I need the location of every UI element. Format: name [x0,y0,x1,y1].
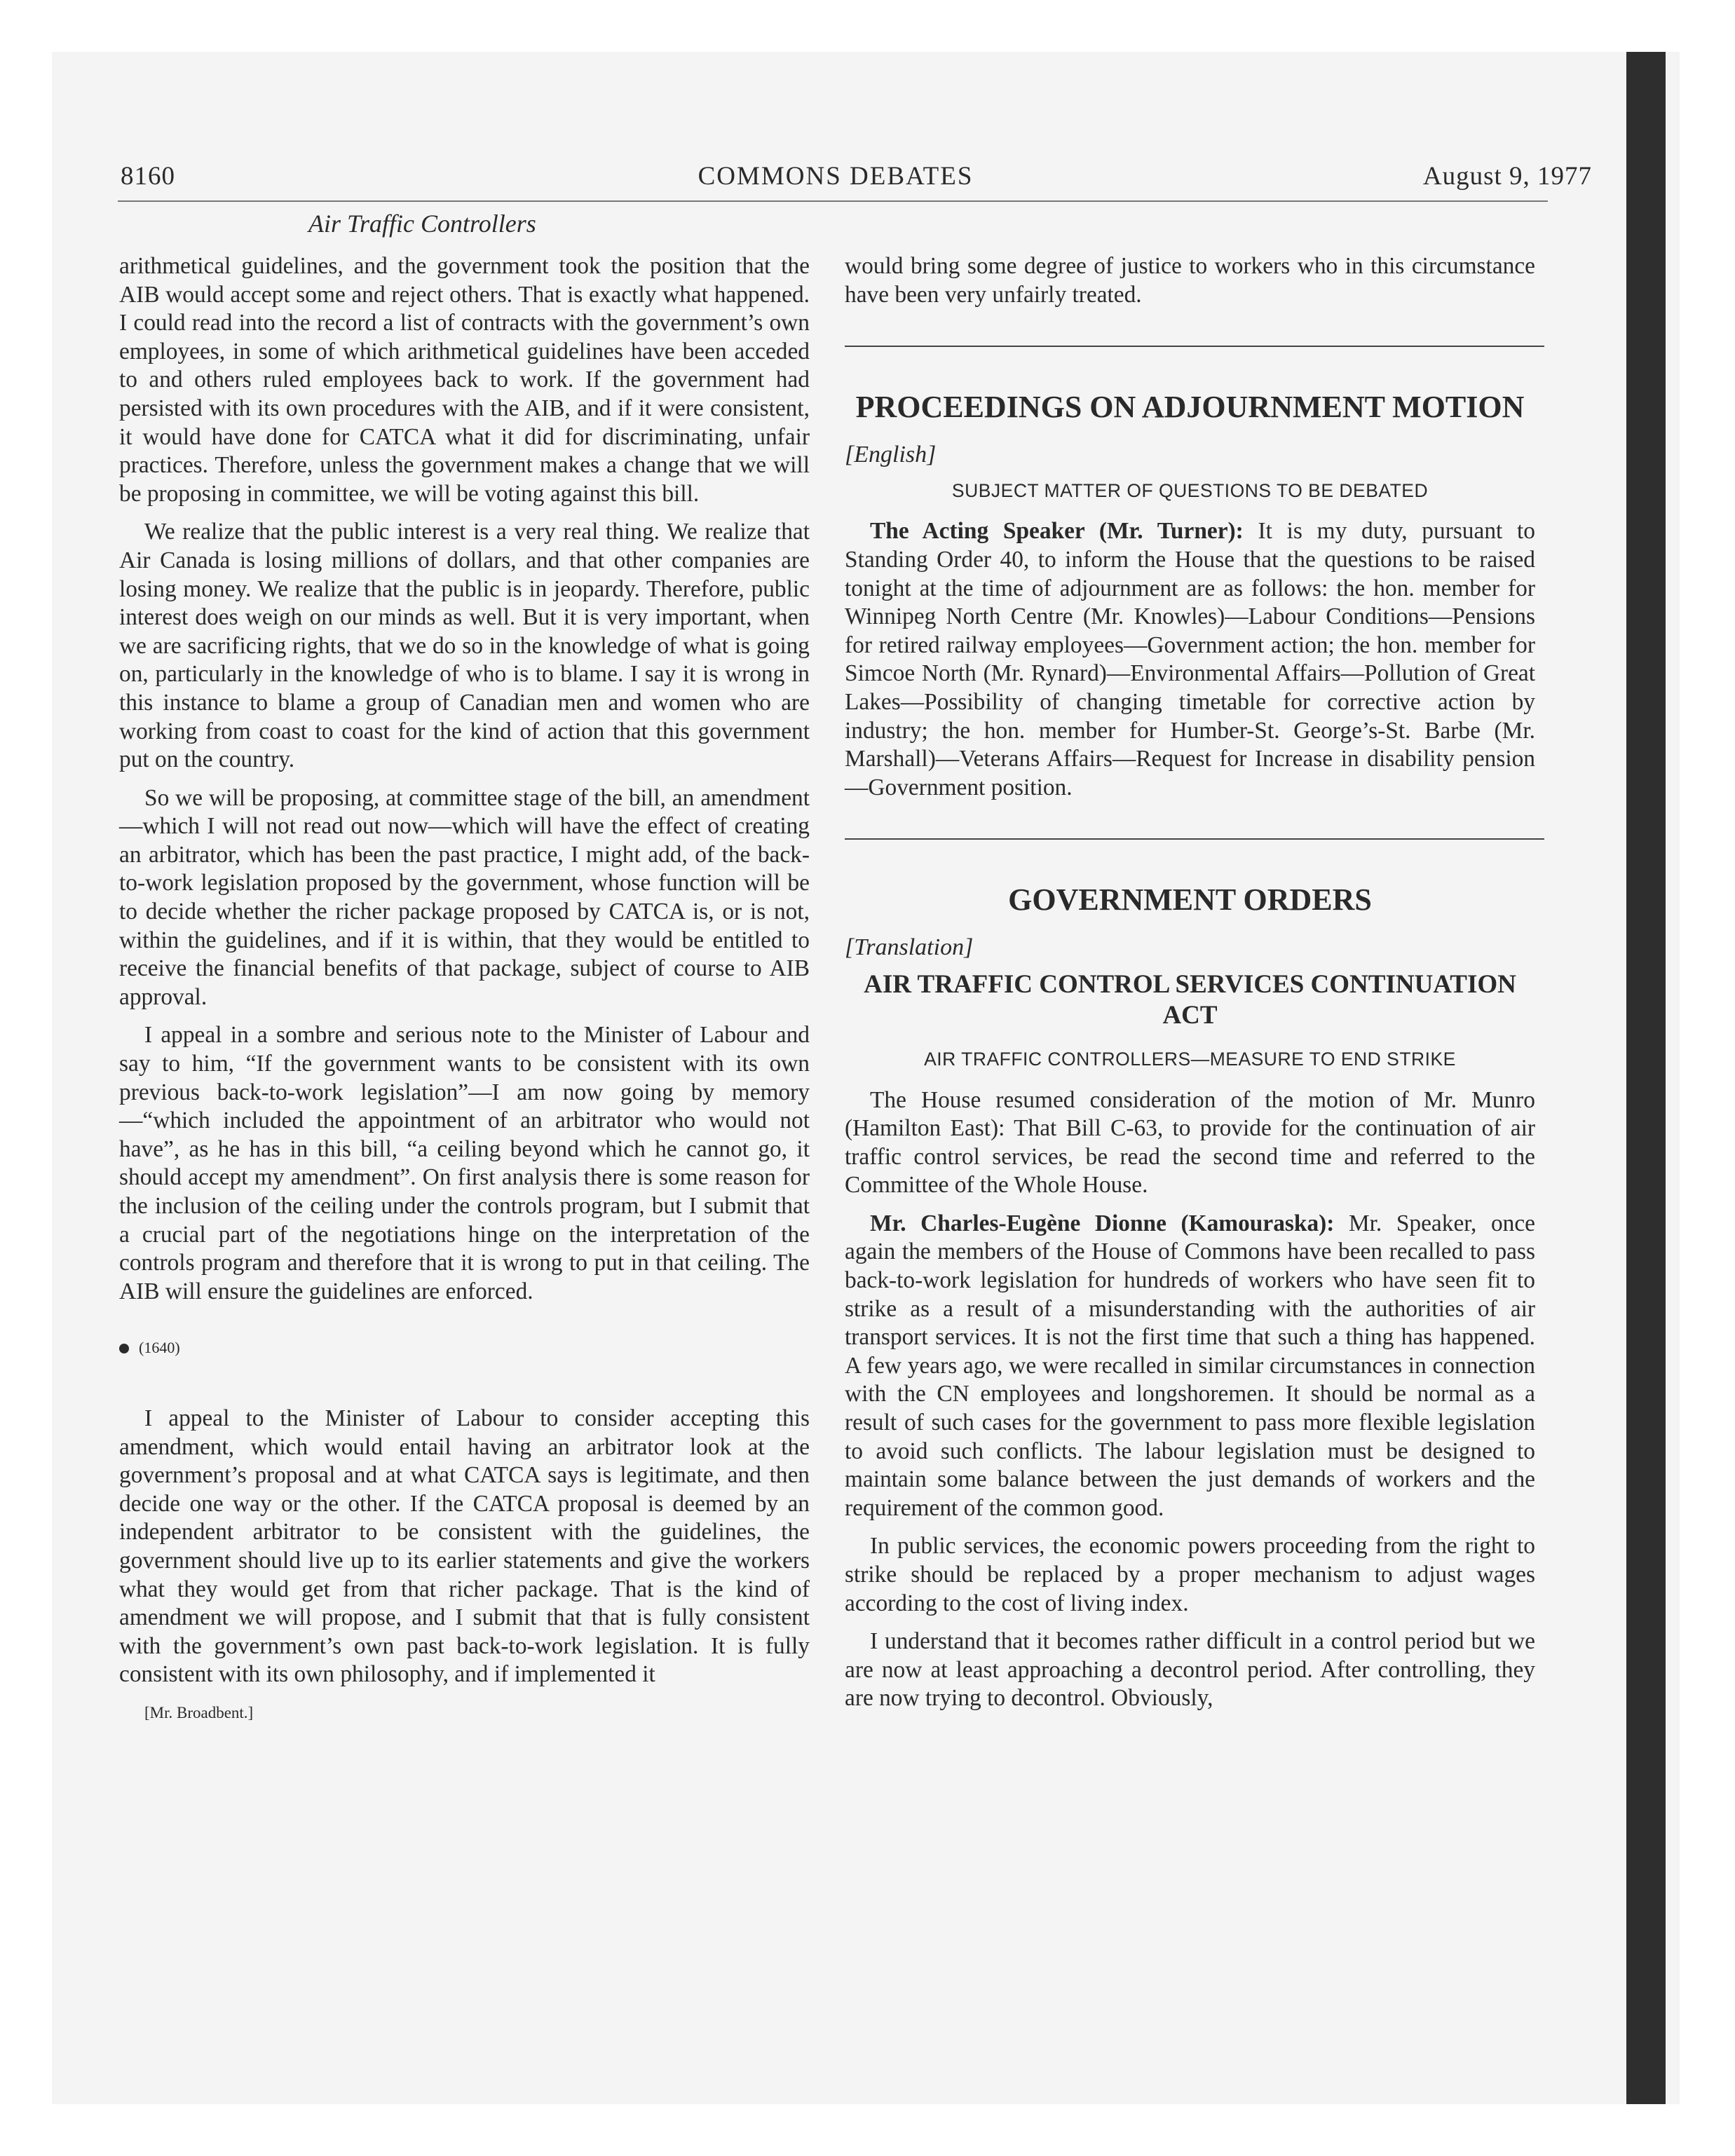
paragraph: We realize that the public interest is a very real thing. We realize that Air Canada is losing millions of dollars, and that other companies are losing money. We realize that the public is in jeopardy. Therefore, public interest does weigh on our minds as well. But it is very important, when we are sacrificing rights, that we do so in the knowledge of what is going on, particularly in the knowledge of who is to blame. I say it is wrong in this instance to blame a group of Canadian men and women who are working from coast to coast for the kind of action that this government put on the country. [119,519,810,773]
speaker-paragraph [845,1210,1535,1523]
paragraph: I appeal in a sombre and serious note to the Minister of Labour and say to him, “If the government wants to be consistent with its own previous back-to-work legislation”—I am now going by memory—“which included the appointment of an arbitrator who would not have”, as he has in this bill, “a ceiling beyond which he cannot go, it should accept my amendment”. On first analysis there is some reason for the inclusion of the ceiling under the controls program, but I submit that a crucial part of the negotiations hinge on the interpretation of the controls program and therefore that it is wrong to put in that ceiling. The AIB will ensure the guidelines are enforced. [119,1022,810,1304]
speaker-text: Mr. Speaker, once again the members of the House of Commons have been recalled to pass back-to-work legislation for hundreds of workers who have seen fit to strike as a result of a misunderstanding with the authorities of air transport services. It is not the first time that such a thing has happened. A few years ago, we were recalled in similar circumstances in connection with the CN employees and longshoremen. It should be normal as a result of such cases for the government to pass more flexible legislation to avoid such conflicts. The labour legislation must be designed to maintain some balance between the just demands of workers and the requirement of the common good. [845,1210,1535,1521]
paragraph: would bring some degree of justice to workers who in this circumstance have been very unfairly treated. [845,253,1535,308]
language-tag: [English] [845,442,937,468]
section-divider [845,838,1544,840]
section-title-adjournment: PROCEEDINGS ON ADJOURNMENT MOTION [855,390,1525,425]
subject-heading: SUBJECT MATTER OF QUESTIONS TO BE DEBATED [951,479,1429,501]
paragraph: In public services, the economic powers proceeding from the right to strike should be replaced by a proper mechanism to adjust wages according to the cost of living index. [845,1533,1535,1616]
bill-title: AIR TRAFFIC CONTROL SERVICES CONTINUATION ACT [864,969,1516,1030]
left-column [119,252,810,1738]
speaker-attribution: [Mr. Broadbent.] [144,1703,254,1721]
right-column [845,252,1535,1723]
section-divider [845,346,1544,347]
time-marker-label: (1640) [139,1339,180,1357]
speaker-paragraph [845,517,1535,802]
scan-edge-shadow [1626,52,1666,2104]
language-tag: [Translation] [845,934,974,961]
time-marker [119,1334,810,1363]
paragraph: I appeal to the Minister of Labour to consider accepting this amendment, which would entail having an arbitrator look at the government’s proposal and at what CATCA says is legitimate, and then decide one way or the other. If the CATCA proposal is deemed by an independent arbitrator to be consistent with the guidelines, the government should live up to its earlier statements and give the workers what they would get from that richer package. That is the kind of amendment we will propose, and I submit that that is fully consistent with the government’s own past back-to-work legislation. It is fully consistent with its own philosophy, and if implemented it [119,1405,810,1688]
subject-heading: AIR TRAFFIC CONTROLLERS—MEASURE TO END STRIKE [924,1048,1456,1070]
paragraph: So we will be proposing, at committee stage of the bill, an amendment—which I will not read out now—which will have the effect of creating an arbitrator, which has been the past practice, I might add, of the back-to-work legislation proposed by the government, whose function will be to decide whether the richer package proposed by CATCA is, or is not, within the guidelines, and if it is within, that they would be entitled to receive the financial benefits of that package, subject of course to AIB approval. [119,784,810,1010]
section-title-government-orders: GOVERNMENT ORDERS [1008,882,1372,917]
running-title: Air Traffic Controllers [308,210,536,238]
header-rule [118,200,1548,202]
paragraph: arithmetical guidelines, and the government took the position that the AIB would accept some and reject others. That is exactly what happened. I could read into the record a list of contracts with the government’s own employees, in some of which arithmetical guidelines have been acceded to and others ruled employees back to work. If the government had persisted with its own procedures with the AIB, and if it were consistent, it would have done for CATCA what it did for discriminating, unfair practices. Therefore, unless the government makes a change that we will be proposing in committee, we will be voting against this bill. [119,253,810,507]
publication-title: COMMONS DEBATES [698,162,974,191]
speaker-name: The Acting Speaker (Mr. Turner): [870,518,1244,545]
speaker-text: It is my duty, pursuant to Standing Order 40, to inform the House that the questions to be raised tonight at the time of adjournment are as follows: the hon. member for Winnipeg North Centre (Mr. Knowles)—Labour Conditions—Pensions for retired railway employees—Government action; the hon. member for Simcoe North (Mr. Rynard)—Environmental Affairs—Pollution of Great Lakes—Possibility of changing timetable for corrective action by industry; the hon. member for Humber-St. George’s-St. Barbe (Mr. Marshall)—Veterans Affairs—Request for Increase in disability pension—Government position. [845,518,1535,800]
speaker-name: Mr. Charles-Eugène Dionne (Kamouraska): [870,1210,1335,1236]
publication-date: August 9, 1977 [1422,162,1592,191]
paragraph: The House resumed consideration of the motion of Mr. Munro (Hamilton East): That Bill C-63, to provide for the continuation of air traffic control services, be read the second time and referred to the Committee of the Whole House. [845,1086,1535,1199]
page-number: 8160 [121,162,175,191]
paragraph: I understand that it becomes rather difficult in a control period but we are now at least approaching a decontrol period. After controlling, they are now trying to decontrol. Obviously, [845,1628,1535,1712]
bullet-icon [119,1344,129,1353]
